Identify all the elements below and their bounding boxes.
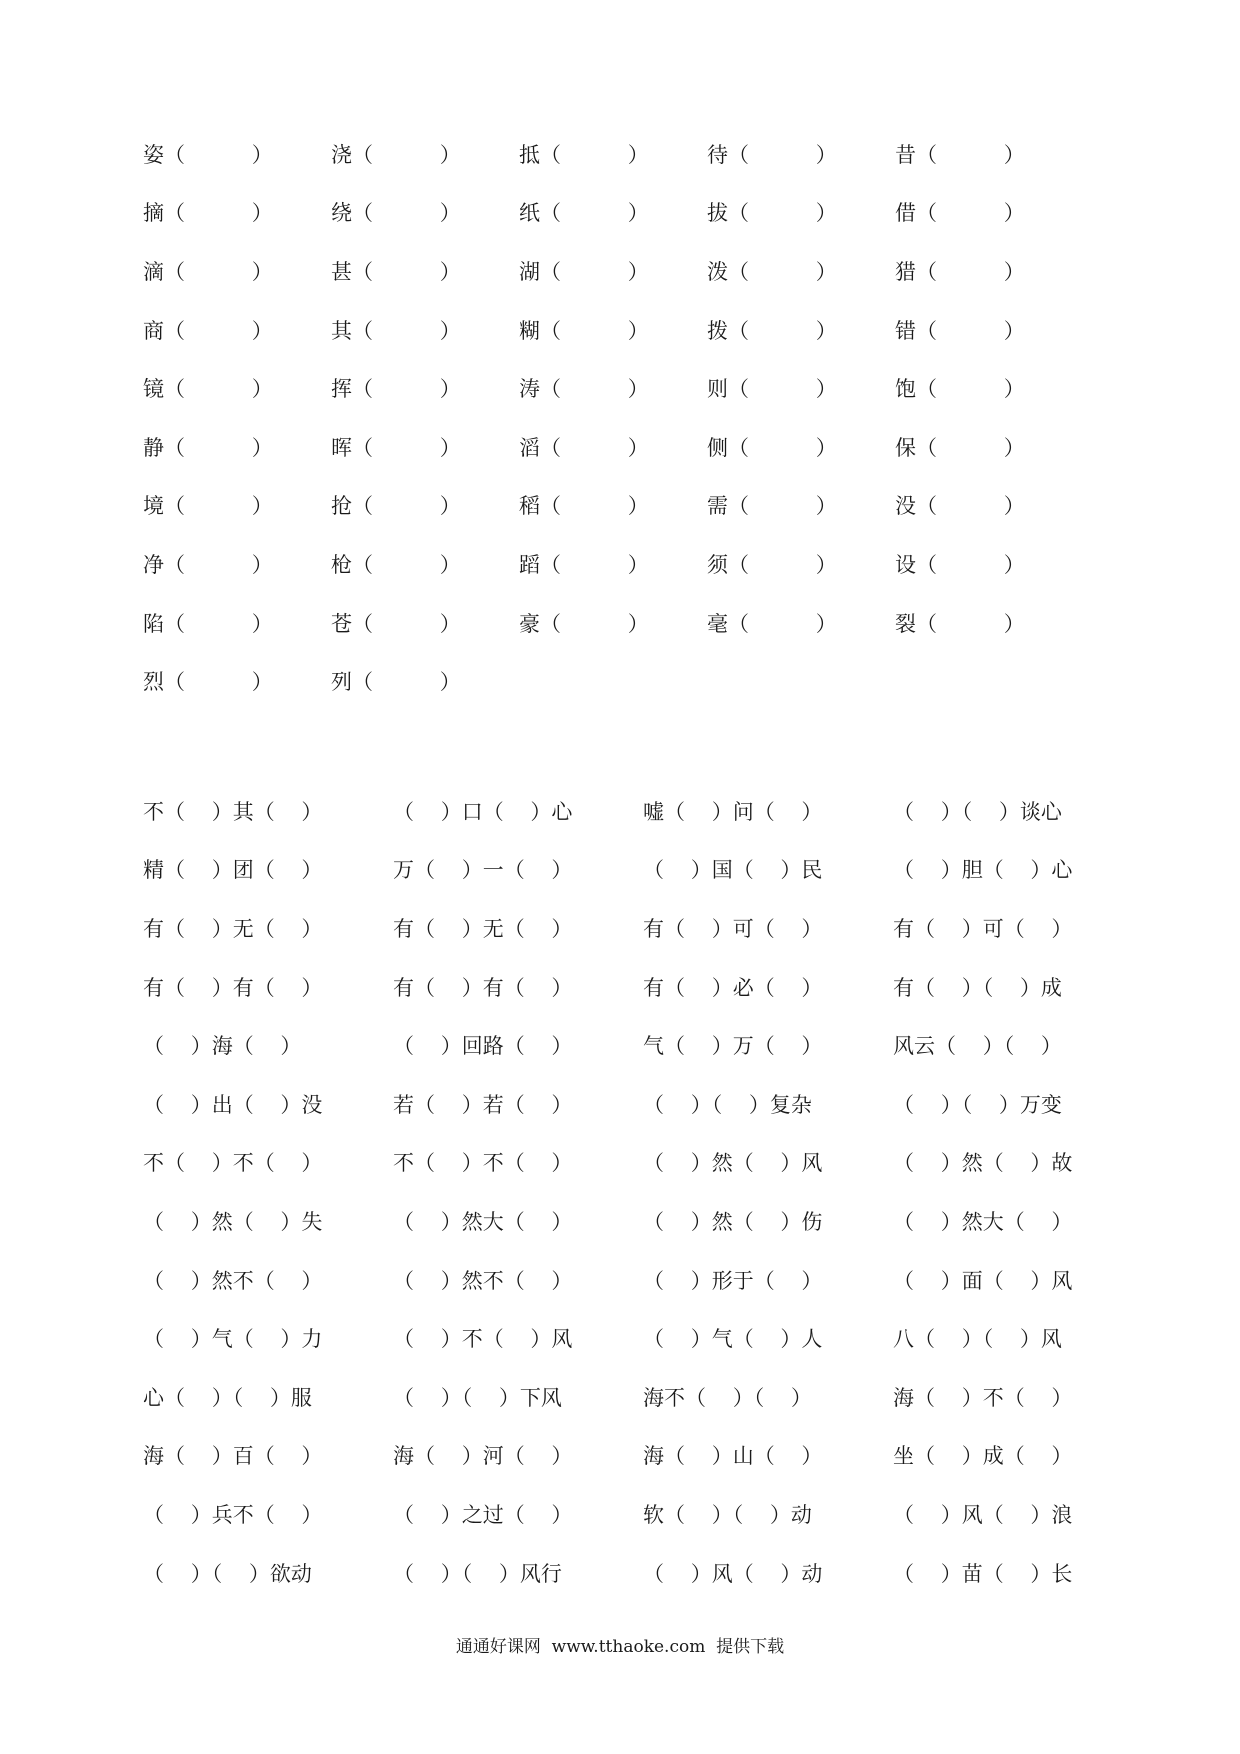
idiom-blank: （ ）风（ ）浪 <box>893 1502 1073 1527</box>
word-blank: 豪（ ） <box>519 611 649 636</box>
word-row <box>143 653 1123 712</box>
idiom-blank: （ ）口（ ）心 <box>393 799 573 824</box>
word-blank: 苍（ ） <box>331 611 461 636</box>
idiom-blank: 嘘（ ）问（ ） <box>643 799 823 824</box>
idiom-blank: 有（ ）（ ）成 <box>893 975 1062 1000</box>
word-blank: 滴（ ） <box>143 259 273 284</box>
idiom-blank: （ ）胆（ ）心 <box>893 858 1073 883</box>
idiom-blank: （ ）气（ ）力 <box>143 1327 323 1352</box>
idiom-blank: 万（ ）一（ ） <box>393 858 573 883</box>
idiom-blank: 海（ ）不（ ） <box>893 1385 1073 1410</box>
idiom-blank: （ ）然（ ）伤 <box>643 1209 823 1234</box>
idiom-blank: 风云（ ）（ ） <box>893 1034 1062 1059</box>
word-blank: 抢（ ） <box>331 494 461 519</box>
idiom-blank: （ ）然（ ）失 <box>143 1209 323 1234</box>
idiom-blank: 坐（ ）成（ ） <box>893 1444 1073 1469</box>
idiom-row <box>143 1076 1143 1135</box>
idiom-blank: （ ）然不（ ） <box>143 1268 323 1293</box>
word-blank: 设（ ） <box>895 552 1025 577</box>
word-blank: 静（ ） <box>143 435 273 460</box>
word-blank: 甚（ ） <box>331 259 461 284</box>
idiom-blank: （ ）风（ ）动 <box>643 1561 823 1586</box>
word-blank: 晖（ ） <box>331 435 461 460</box>
word-blank: 稻（ ） <box>519 494 649 519</box>
idiom-blank: 海（ ）山（ ） <box>643 1444 823 1469</box>
idiom-blank: （ ）不（ ）风 <box>393 1327 573 1352</box>
idiom-blank: （ ）之过（ ） <box>393 1502 573 1527</box>
word-blank: 烈（ ） <box>143 670 273 695</box>
idiom-row <box>143 1369 1143 1428</box>
idiom-blank: （ ）然（ ）风 <box>643 1151 823 1176</box>
idiom-blank: （ ）面（ ）风 <box>893 1268 1073 1293</box>
idiom-row <box>143 1545 1143 1604</box>
word-row <box>143 185 1123 244</box>
word-row <box>143 243 1123 302</box>
word-blank: 糊（ ） <box>519 318 649 343</box>
idiom-blank: （ ）然不（ ） <box>393 1268 573 1293</box>
word-blank: 陷（ ） <box>143 611 273 636</box>
word-blank: 则（ ） <box>707 377 837 402</box>
idiom-row <box>143 842 1143 901</box>
idiom-blank: （ ）回路（ ） <box>393 1034 573 1059</box>
idiom-blank: （ ）（ ）谈心 <box>893 799 1062 824</box>
word-blank: 待（ ） <box>707 142 837 167</box>
word-blank: 姿（ ） <box>143 142 273 167</box>
idiom-blank: 不（ ）不（ ） <box>393 1151 573 1176</box>
word-blank: 借（ ） <box>895 201 1025 226</box>
word-blank: 滔（ ） <box>519 435 649 460</box>
word-blank: 枪（ ） <box>331 552 461 577</box>
idiom-row <box>143 783 1143 842</box>
footer-credit: 通通好课网 www.tthaoke.com 提供下载 <box>455 1637 785 1657</box>
idiom-blank: 有（ ）可（ ） <box>643 916 823 941</box>
idiom-blank: 精（ ）团（ ） <box>143 858 323 883</box>
word-blank: 湖（ ） <box>519 259 649 284</box>
idiom-row <box>143 1193 1143 1252</box>
idiom-blank: （ ）然大（ ） <box>893 1209 1073 1234</box>
word-blank: 列（ ） <box>331 670 461 695</box>
idiom-blank: （ ）然（ ）故 <box>893 1151 1073 1176</box>
word-blank: 镜（ ） <box>143 377 273 402</box>
idiom-blank: 心（ ）（ ）服 <box>143 1385 312 1410</box>
idiom-blank: （ ）海（ ） <box>143 1034 302 1059</box>
word-blank: 需（ ） <box>707 494 837 519</box>
idiom-blank: 有（ ）有（ ） <box>143 975 323 1000</box>
word-blank: 错（ ） <box>895 318 1025 343</box>
idiom-blank: 不（ ）不（ ） <box>143 1151 323 1176</box>
word-blank: 猎（ ） <box>895 259 1025 284</box>
word-row <box>143 536 1123 595</box>
idiom-blank: 不（ ）其（ ） <box>143 799 323 824</box>
word-blank: 没（ ） <box>895 494 1025 519</box>
idiom-blank: （ ）形于（ ） <box>643 1268 823 1293</box>
idiom-blank: （ ）（ ）欲动 <box>143 1561 312 1586</box>
word-blank: 商（ ） <box>143 318 273 343</box>
idiom-blank: （ ）苗（ ）长 <box>893 1561 1073 1586</box>
word-blank: 纸（ ） <box>519 201 649 226</box>
idiom-blank: 有（ ）必（ ） <box>643 975 823 1000</box>
idiom-row <box>143 959 1143 1018</box>
word-row <box>143 478 1123 537</box>
word-blank: 裂（ ） <box>895 611 1025 636</box>
word-blank: 浇（ ） <box>331 142 461 167</box>
idiom-blank: 有（ ）有（ ） <box>393 975 573 1000</box>
word-blank: 其（ ） <box>331 318 461 343</box>
idiom-blank: 气（ ）万（ ） <box>643 1034 823 1059</box>
idiom-row <box>143 900 1143 959</box>
idiom-row <box>143 1135 1143 1194</box>
word-blank: 毫（ ） <box>707 611 837 636</box>
idiom-blank: （ ）出（ ）没 <box>143 1092 323 1117</box>
idiom-row <box>143 1428 1143 1487</box>
idiom-blank: （ ）（ ）风行 <box>393 1561 562 1586</box>
idiom-exercise-grid <box>143 783 1143 1603</box>
word-blank: 须（ ） <box>707 552 837 577</box>
word-row <box>143 595 1123 654</box>
word-row <box>143 126 1123 185</box>
idiom-blank: （ ）（ ）复杂 <box>643 1092 812 1117</box>
idiom-blank: （ ）国（ ）民 <box>643 858 823 883</box>
idiom-blank: 八（ ）（ ）风 <box>893 1327 1062 1352</box>
idiom-row <box>143 1017 1143 1076</box>
word-blank: 保（ ） <box>895 435 1025 460</box>
word-blank: 饱（ ） <box>895 377 1025 402</box>
word-blank: 泼（ ） <box>707 259 837 284</box>
word-blank: 昔（ ） <box>895 142 1025 167</box>
word-blank: 净（ ） <box>143 552 273 577</box>
idiom-blank: （ ）兵不（ ） <box>143 1502 323 1527</box>
word-row <box>143 360 1123 419</box>
word-blank: 侧（ ） <box>707 435 837 460</box>
word-blank: 涛（ ） <box>519 377 649 402</box>
idiom-blank: （ ）（ ）下风 <box>393 1385 562 1410</box>
idiom-blank: 海不（ ）（ ） <box>643 1385 812 1410</box>
word-blank: 境（ ） <box>143 494 273 519</box>
idiom-blank: 若（ ）若（ ） <box>393 1092 573 1117</box>
idiom-row <box>143 1310 1143 1369</box>
word-blank: 绕（ ） <box>331 201 461 226</box>
idiom-blank: 海（ ）河（ ） <box>393 1444 573 1469</box>
word-exercise-grid <box>143 126 1123 712</box>
idiom-row <box>143 1486 1143 1545</box>
idiom-blank: 软（ ）（ ）动 <box>643 1502 812 1527</box>
idiom-blank: （ ）然大（ ） <box>393 1209 573 1234</box>
word-blank: 拨（ ） <box>707 318 837 343</box>
idiom-blank: （ ）（ ）万变 <box>893 1092 1062 1117</box>
idiom-row <box>143 1252 1143 1311</box>
word-row <box>143 302 1123 361</box>
idiom-blank: 有（ ）可（ ） <box>893 916 1073 941</box>
word-row <box>143 419 1123 478</box>
idiom-blank: （ ）气（ ）人 <box>643 1327 823 1352</box>
word-blank: 蹈（ ） <box>519 552 649 577</box>
word-blank: 挥（ ） <box>331 377 461 402</box>
word-blank: 抵（ ） <box>519 142 649 167</box>
word-blank: 摘（ ） <box>143 201 273 226</box>
idiom-blank: 有（ ）无（ ） <box>143 916 323 941</box>
word-blank: 拔（ ） <box>707 201 837 226</box>
idiom-blank: 海（ ）百（ ） <box>143 1444 323 1469</box>
idiom-blank: 有（ ）无（ ） <box>393 916 573 941</box>
